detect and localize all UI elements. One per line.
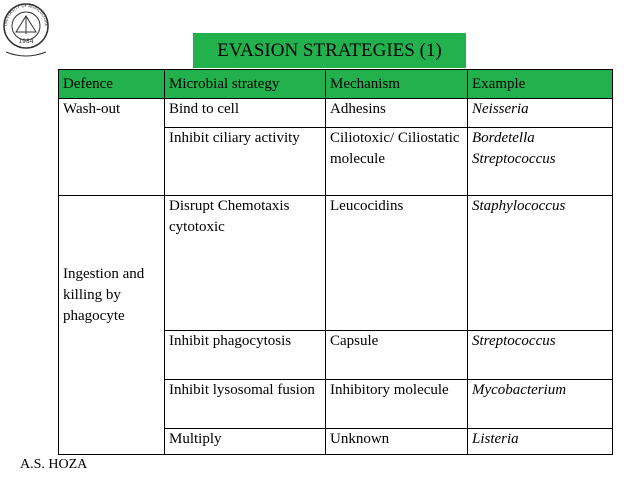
evasion-strategies-table: [58, 69, 613, 455]
mechanism-cell: Leucocidins: [326, 196, 468, 331]
header-defence: Defence: [59, 70, 165, 99]
page-title: EVASION STRATEGIES (1): [193, 33, 466, 68]
author-credit: A.S. HOZA: [20, 457, 88, 472]
defence-cell: Wash-out: [59, 99, 165, 196]
header-example: Example: [468, 70, 613, 99]
header-microbial-strategy: Microbial strategy: [165, 70, 326, 99]
example-cell: Listeria: [468, 429, 613, 455]
strategy-cell: Disrupt Chemotaxis cytotoxic: [165, 196, 326, 331]
example-cell: Staphylococcus: [468, 196, 613, 331]
mechanism-cell: Inhibitory molecule: [326, 380, 468, 429]
strategy-cell: Multiply: [165, 429, 326, 455]
example-cell: Bordetella Streptococcus: [468, 128, 613, 196]
header-mechanism: Mechanism: [326, 70, 468, 99]
mechanism-cell: Ciliotoxic/ Ciliostatic molecule: [326, 128, 468, 196]
strategy-cell: Inhibit ciliary activity: [165, 128, 326, 196]
mechanism-cell: Unknown: [326, 429, 468, 455]
logo-ring-text: UNIVERSITY OF AGRICULTURE: [2, 2, 50, 27]
table-row: [59, 99, 613, 128]
strategy-cell: Inhibit phagocytosis: [165, 331, 326, 380]
table-header-row: [59, 70, 613, 99]
university-seal-logo: [2, 2, 50, 64]
logo-year: 1984: [18, 38, 34, 45]
example-cell: Streptococcus: [468, 331, 613, 380]
strategy-cell: Bind to cell: [165, 99, 326, 128]
table-row: [59, 196, 613, 331]
example-cell: Neisseria: [468, 99, 613, 128]
defence-cell: Ingestion and killing by phagocyte: [59, 196, 165, 455]
mechanism-cell: Adhesins: [326, 99, 468, 128]
example-cell: Mycobacterium: [468, 380, 613, 429]
strategy-cell: Inhibit lysosomal fusion: [165, 380, 326, 429]
mechanism-cell: Capsule: [326, 331, 468, 380]
